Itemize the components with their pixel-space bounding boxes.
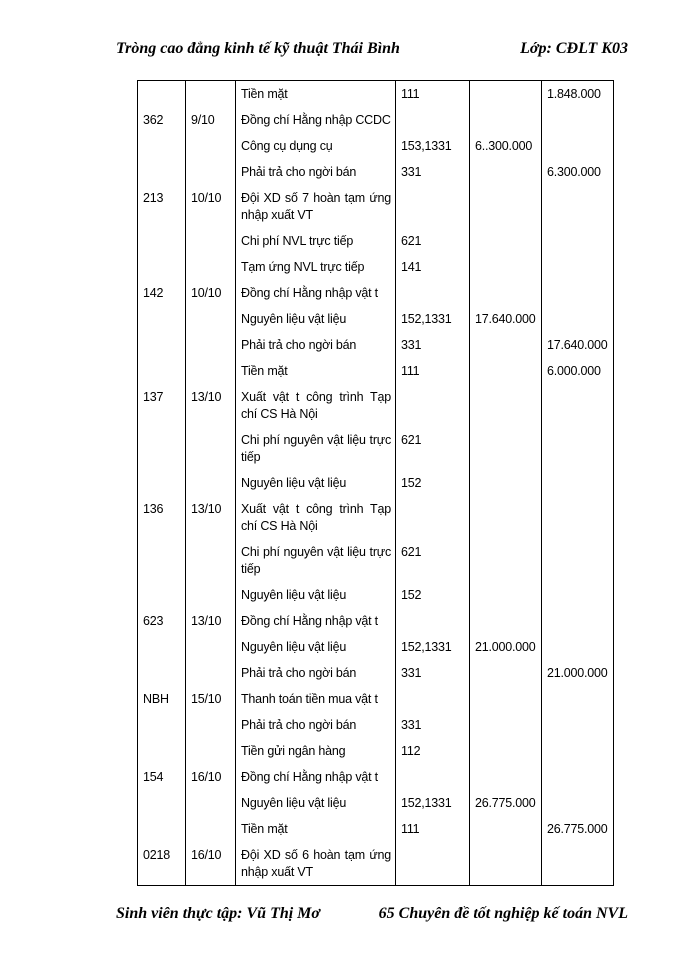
description-cell: Phải trả cho ngời bán bbox=[236, 660, 396, 686]
account-code-cell bbox=[396, 608, 470, 634]
voucher-number-cell bbox=[138, 228, 186, 254]
account-code-cell bbox=[396, 764, 470, 790]
table-row bbox=[138, 842, 614, 886]
debit-amount-cell bbox=[470, 427, 542, 470]
account-code-cell: 152 bbox=[396, 470, 470, 496]
table-row bbox=[138, 81, 614, 108]
credit-amount-cell bbox=[542, 306, 614, 332]
voucher-number-cell bbox=[138, 427, 186, 470]
table-row bbox=[138, 712, 614, 738]
account-code-cell: 331 bbox=[396, 332, 470, 358]
description-cell: Thanh toán tiền mua vật t bbox=[236, 686, 396, 712]
account-code-cell: 111 bbox=[396, 81, 470, 108]
voucher-number-cell: 154 bbox=[138, 764, 186, 790]
account-code-cell: 141 bbox=[396, 254, 470, 280]
table-row bbox=[138, 332, 614, 358]
voucher-date-cell bbox=[186, 582, 236, 608]
debit-amount-cell bbox=[470, 470, 542, 496]
debit-amount-cell bbox=[470, 107, 542, 133]
debit-amount-cell bbox=[470, 764, 542, 790]
voucher-date-cell: 16/10 bbox=[186, 842, 236, 886]
description-cell: Chi phí nguyên vật liệu trực tiếp bbox=[236, 427, 396, 470]
account-code-cell: 152,1331 bbox=[396, 634, 470, 660]
table-row bbox=[138, 427, 614, 470]
voucher-number-cell bbox=[138, 133, 186, 159]
credit-amount-cell bbox=[542, 790, 614, 816]
voucher-date-cell bbox=[186, 306, 236, 332]
voucher-number-cell: 623 bbox=[138, 608, 186, 634]
voucher-number-cell bbox=[138, 582, 186, 608]
description-cell: Đội XD số 7 hoàn tạm ứng nhập xuất VT bbox=[236, 185, 396, 228]
debit-amount-cell bbox=[470, 660, 542, 686]
credit-amount-cell bbox=[542, 254, 614, 280]
table-row bbox=[138, 280, 614, 306]
description-cell: Nguyên liệu vật liệu bbox=[236, 582, 396, 608]
table-row bbox=[138, 738, 614, 764]
voucher-number-cell bbox=[138, 816, 186, 842]
table-row bbox=[138, 254, 614, 280]
description-cell: Đồng chí Hằng nhập CCDC bbox=[236, 107, 396, 133]
debit-amount-cell bbox=[470, 185, 542, 228]
debit-amount-cell bbox=[470, 81, 542, 108]
credit-amount-cell bbox=[542, 582, 614, 608]
account-code-cell: 331 bbox=[396, 660, 470, 686]
credit-amount-cell bbox=[542, 634, 614, 660]
voucher-number-cell bbox=[138, 738, 186, 764]
debit-amount-cell bbox=[470, 539, 542, 582]
voucher-date-cell bbox=[186, 790, 236, 816]
credit-amount-cell bbox=[542, 228, 614, 254]
voucher-date-cell bbox=[186, 634, 236, 660]
credit-amount-cell bbox=[542, 764, 614, 790]
account-code-cell: 331 bbox=[396, 712, 470, 738]
description-cell: Tiền mặt bbox=[236, 81, 396, 108]
account-code-cell: 153,1331 bbox=[396, 133, 470, 159]
table-row bbox=[138, 133, 614, 159]
description-cell: Tạm ứng NVL trực tiếp bbox=[236, 254, 396, 280]
voucher-number-cell bbox=[138, 306, 186, 332]
voucher-date-cell bbox=[186, 133, 236, 159]
credit-amount-cell bbox=[542, 470, 614, 496]
credit-amount-cell bbox=[542, 686, 614, 712]
page-header bbox=[116, 40, 628, 58]
description-cell: Nguyên liệu vật liệu bbox=[236, 306, 396, 332]
voucher-number-cell bbox=[138, 634, 186, 660]
voucher-number-cell bbox=[138, 358, 186, 384]
voucher-number-cell: 137 bbox=[138, 384, 186, 427]
voucher-number-cell bbox=[138, 159, 186, 185]
table-row bbox=[138, 764, 614, 790]
voucher-date-cell bbox=[186, 358, 236, 384]
table-row bbox=[138, 470, 614, 496]
account-code-cell: 112 bbox=[396, 738, 470, 764]
voucher-number-cell bbox=[138, 470, 186, 496]
description-cell: Nguyên liệu vật liệu bbox=[236, 634, 396, 660]
description-cell: Nguyên liệu vật liệu bbox=[236, 470, 396, 496]
voucher-date-cell bbox=[186, 738, 236, 764]
table-row bbox=[138, 384, 614, 427]
table-row bbox=[138, 816, 614, 842]
credit-amount-cell bbox=[542, 280, 614, 306]
debit-amount-cell bbox=[470, 358, 542, 384]
table-row bbox=[138, 608, 614, 634]
credit-amount-cell bbox=[542, 496, 614, 539]
description-cell: Đồng chí Hằng nhập vật t bbox=[236, 280, 396, 306]
description-cell: Tiền mặt bbox=[236, 358, 396, 384]
account-code-cell: 152,1331 bbox=[396, 790, 470, 816]
account-code-cell bbox=[396, 842, 470, 886]
credit-amount-cell bbox=[542, 384, 614, 427]
credit-amount-cell bbox=[542, 185, 614, 228]
voucher-date-cell: 10/10 bbox=[186, 185, 236, 228]
voucher-number-cell bbox=[138, 539, 186, 582]
voucher-number-cell: 136 bbox=[138, 496, 186, 539]
voucher-date-cell: 13/10 bbox=[186, 384, 236, 427]
table-row bbox=[138, 634, 614, 660]
class-name: Lớp: CĐLT K03 bbox=[520, 40, 628, 57]
credit-amount-cell bbox=[542, 427, 614, 470]
account-code-cell bbox=[396, 107, 470, 133]
student-name: Sinh viên thực tập: Vũ Thị Mơ bbox=[116, 905, 320, 922]
voucher-date-cell bbox=[186, 660, 236, 686]
description-cell: Chi phí nguyên vật liệu trực tiếp bbox=[236, 539, 396, 582]
table-row bbox=[138, 228, 614, 254]
voucher-date-cell bbox=[186, 539, 236, 582]
credit-amount-cell: 17.640.000 bbox=[542, 332, 614, 358]
voucher-number-cell: 362 bbox=[138, 107, 186, 133]
debit-amount-cell bbox=[470, 280, 542, 306]
debit-amount-cell bbox=[470, 228, 542, 254]
table-row bbox=[138, 358, 614, 384]
account-code-cell bbox=[396, 185, 470, 228]
account-code-cell: 621 bbox=[396, 228, 470, 254]
account-code-cell: 621 bbox=[396, 427, 470, 470]
debit-amount-cell bbox=[470, 332, 542, 358]
credit-amount-cell bbox=[542, 539, 614, 582]
voucher-number-cell bbox=[138, 81, 186, 108]
credit-amount-cell bbox=[542, 842, 614, 886]
description-cell: Đồng chí Hằng nhập vật t bbox=[236, 764, 396, 790]
voucher-date-cell bbox=[186, 332, 236, 358]
description-cell: Chi phí NVL trực tiếp bbox=[236, 228, 396, 254]
voucher-date-cell: 9/10 bbox=[186, 107, 236, 133]
account-code-cell: 152,1331 bbox=[396, 306, 470, 332]
debit-amount-cell bbox=[470, 738, 542, 764]
debit-amount-cell: 17.640.000 bbox=[470, 306, 542, 332]
credit-amount-cell: 1.848.000 bbox=[542, 81, 614, 108]
credit-amount-cell: 26.775.000 bbox=[542, 816, 614, 842]
voucher-date-cell: 10/10 bbox=[186, 280, 236, 306]
voucher-date-cell bbox=[186, 159, 236, 185]
credit-amount-cell bbox=[542, 608, 614, 634]
voucher-number-cell: 213 bbox=[138, 185, 186, 228]
description-cell: Xuất vật t công trình Tạp chí CS Hà Nội bbox=[236, 496, 396, 539]
debit-amount-cell bbox=[470, 254, 542, 280]
description-cell: Đồng chí Hằng nhập vật t bbox=[236, 608, 396, 634]
account-code-cell: 621 bbox=[396, 539, 470, 582]
description-cell: Công cụ dụng cụ bbox=[236, 133, 396, 159]
credit-amount-cell: 21.000.000 bbox=[542, 660, 614, 686]
voucher-date-cell bbox=[186, 427, 236, 470]
debit-amount-cell: 6..300.000 bbox=[470, 133, 542, 159]
table-row bbox=[138, 306, 614, 332]
table-row bbox=[138, 660, 614, 686]
account-code-cell bbox=[396, 280, 470, 306]
debit-amount-cell bbox=[470, 816, 542, 842]
voucher-date-cell: 13/10 bbox=[186, 496, 236, 539]
account-code-cell: 152 bbox=[396, 582, 470, 608]
credit-amount-cell bbox=[542, 107, 614, 133]
voucher-date-cell bbox=[186, 816, 236, 842]
account-code-cell: 331 bbox=[396, 159, 470, 185]
voucher-date-cell bbox=[186, 254, 236, 280]
voucher-number-cell bbox=[138, 712, 186, 738]
ledger-body bbox=[138, 81, 614, 886]
account-code-cell: 111 bbox=[396, 358, 470, 384]
table-row bbox=[138, 185, 614, 228]
voucher-date-cell: 16/10 bbox=[186, 764, 236, 790]
debit-amount-cell bbox=[470, 582, 542, 608]
voucher-date-cell bbox=[186, 228, 236, 254]
table-row bbox=[138, 686, 614, 712]
description-cell: Xuất vật t công trình Tạp chí CS Hà Nội bbox=[236, 384, 396, 427]
table-row bbox=[138, 539, 614, 582]
debit-amount-cell bbox=[470, 496, 542, 539]
debit-amount-cell bbox=[470, 608, 542, 634]
account-code-cell: 111 bbox=[396, 816, 470, 842]
account-code-cell bbox=[396, 686, 470, 712]
voucher-number-cell: NBH bbox=[138, 686, 186, 712]
table-row bbox=[138, 582, 614, 608]
voucher-number-cell bbox=[138, 790, 186, 816]
account-code-cell bbox=[396, 384, 470, 427]
description-cell: Phải trả cho ngời bán bbox=[236, 332, 396, 358]
description-cell: Phải trả cho ngời bán bbox=[236, 159, 396, 185]
credit-amount-cell: 6.300.000 bbox=[542, 159, 614, 185]
credit-amount-cell bbox=[542, 738, 614, 764]
table-row bbox=[138, 159, 614, 185]
debit-amount-cell: 26.775.000 bbox=[470, 790, 542, 816]
credit-amount-cell: 6.000.000 bbox=[542, 358, 614, 384]
description-cell: Tiền gửi ngân hàng bbox=[236, 738, 396, 764]
table-row bbox=[138, 107, 614, 133]
voucher-number-cell bbox=[138, 660, 186, 686]
debit-amount-cell bbox=[470, 686, 542, 712]
school-name: Tròng cao đẳng kinh tế kỹ thuật Thái Bình bbox=[116, 40, 400, 57]
voucher-number-cell: 0218 bbox=[138, 842, 186, 886]
debit-amount-cell bbox=[470, 712, 542, 738]
page-footer bbox=[116, 905, 628, 923]
debit-amount-cell bbox=[470, 384, 542, 427]
credit-amount-cell bbox=[542, 712, 614, 738]
description-cell: Tiền mặt bbox=[236, 816, 396, 842]
voucher-date-cell bbox=[186, 712, 236, 738]
description-cell: Nguyên liệu vật liệu bbox=[236, 790, 396, 816]
voucher-number-cell bbox=[138, 254, 186, 280]
table-row bbox=[138, 496, 614, 539]
table-row bbox=[138, 790, 614, 816]
debit-amount-cell: 21.000.000 bbox=[470, 634, 542, 660]
description-cell: Phải trả cho ngời bán bbox=[236, 712, 396, 738]
account-code-cell bbox=[396, 496, 470, 539]
debit-amount-cell bbox=[470, 159, 542, 185]
page-topic: 65 Chuyên đề tốt nghiệp kế toán NVL bbox=[378, 905, 628, 922]
description-cell: Đội XD số 6 hoàn tạm ứng nhập xuất VT bbox=[236, 842, 396, 886]
voucher-date-cell bbox=[186, 470, 236, 496]
voucher-number-cell: 142 bbox=[138, 280, 186, 306]
voucher-number-cell bbox=[138, 332, 186, 358]
debit-amount-cell bbox=[470, 842, 542, 886]
voucher-date-cell bbox=[186, 81, 236, 108]
credit-amount-cell bbox=[542, 133, 614, 159]
voucher-date-cell: 15/10 bbox=[186, 686, 236, 712]
voucher-date-cell: 13/10 bbox=[186, 608, 236, 634]
ledger-table bbox=[137, 80, 614, 886]
